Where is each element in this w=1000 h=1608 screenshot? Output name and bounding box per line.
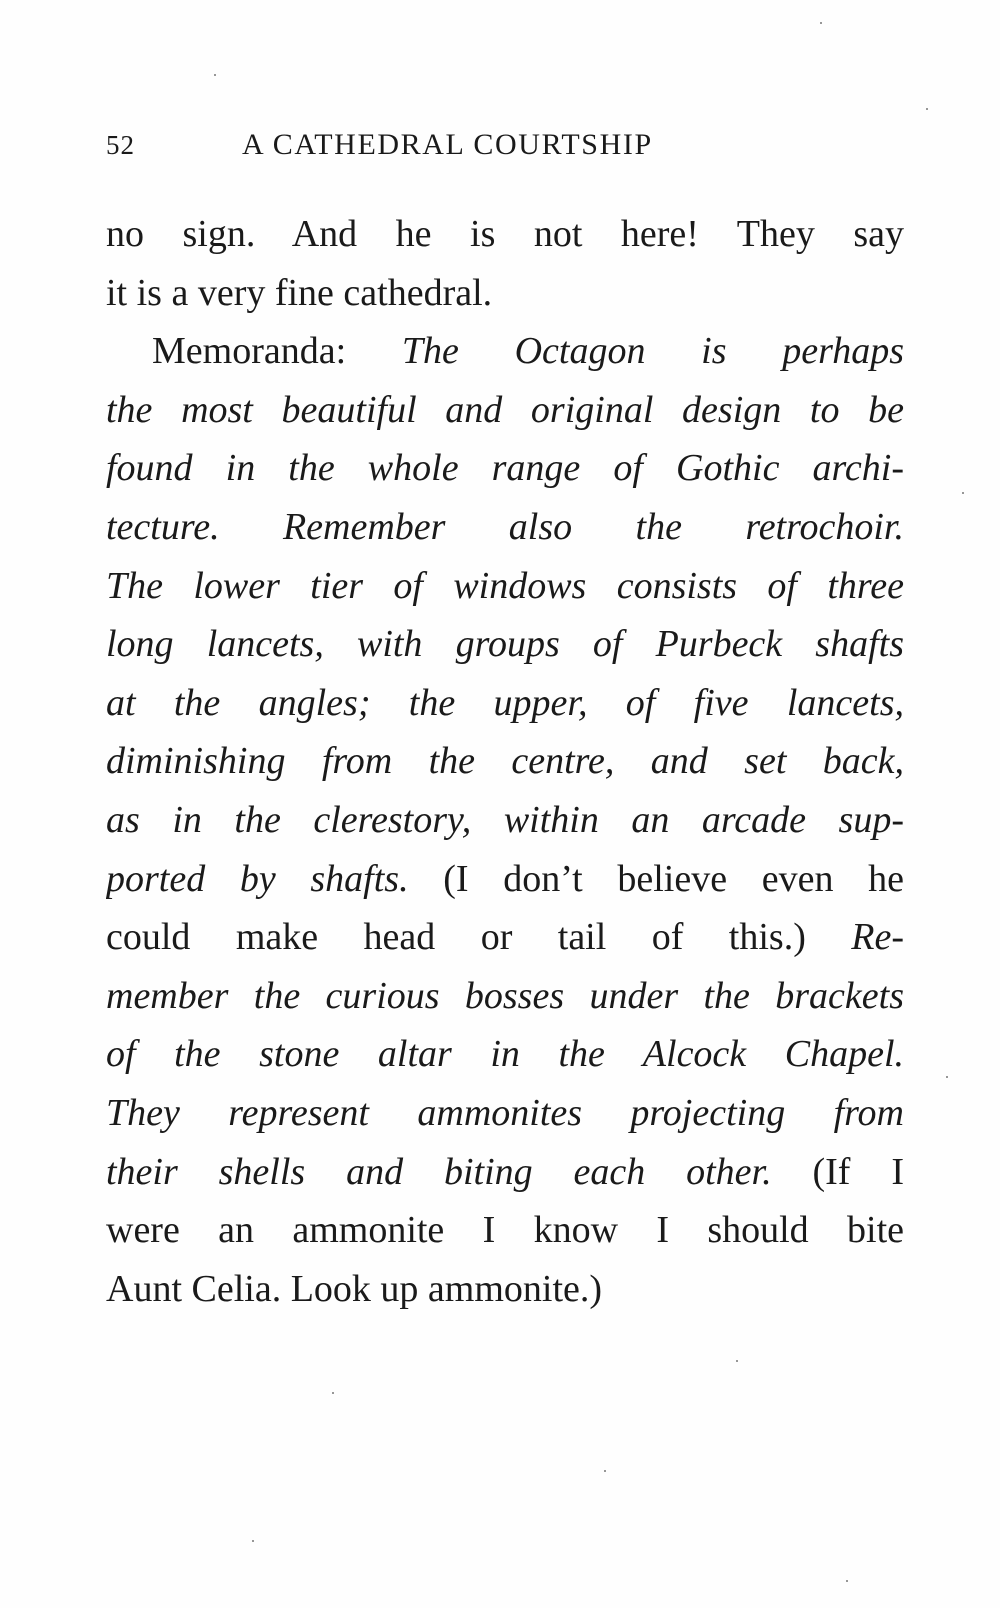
scan-speck [214, 74, 216, 76]
text-line: at the angles; the upper, of five lancets, [106, 681, 904, 724]
page-number: 52 [106, 130, 135, 160]
text-line: ported by shafts. (I don’t believe even he [106, 857, 904, 900]
text-line: long lancets, with groups of Purbeck shafts [106, 623, 904, 666]
text-line: the most beautiful and original design to be [106, 388, 904, 431]
scan-speck [926, 108, 928, 110]
text-line: diminishing from the centre, and set back, [106, 740, 904, 783]
text-line: as in the clerestory, within an arcade sup- [106, 798, 904, 841]
text-line: could make head or tail of this.) Re- [106, 916, 904, 959]
scan-speck [332, 1392, 334, 1394]
scan-speck [604, 1470, 606, 1472]
scan-speck [820, 22, 822, 24]
scan-speck [736, 1360, 738, 1362]
text-line: their shells and biting each other. (If I [106, 1150, 904, 1193]
text-line: They represent ammonites projecting from [106, 1091, 904, 1134]
text-line: member the curious bosses under the brackets [106, 974, 904, 1017]
text-line: of the stone altar in the Alcock Chapel. [106, 1033, 904, 1076]
running-head [106, 128, 766, 168]
scan-speck [946, 1076, 948, 1078]
text-line: Memoranda: The Octagon is perhaps [152, 330, 904, 373]
text-line: found in the whole range of Gothic archi- [106, 447, 904, 490]
text-line: Aunt Celia. Look up ammonite.) [106, 1267, 603, 1310]
scan-speck [846, 1580, 848, 1582]
text-line: were an ammonite I know I should bite [106, 1209, 904, 1252]
body-text [106, 205, 904, 1318]
running-title: A CATHEDRAL COURTSHIP [242, 128, 653, 161]
text-line: tecture. Remember also the retrochoir. [106, 505, 904, 548]
scan-speck [252, 1540, 254, 1542]
scan-speck [962, 492, 964, 494]
text-line: no sign. And he is not here! They say [106, 213, 904, 255]
text-line: The lower tier of windows consists of three [106, 564, 904, 607]
text-line: it is a very fine cathedral. [106, 271, 493, 314]
